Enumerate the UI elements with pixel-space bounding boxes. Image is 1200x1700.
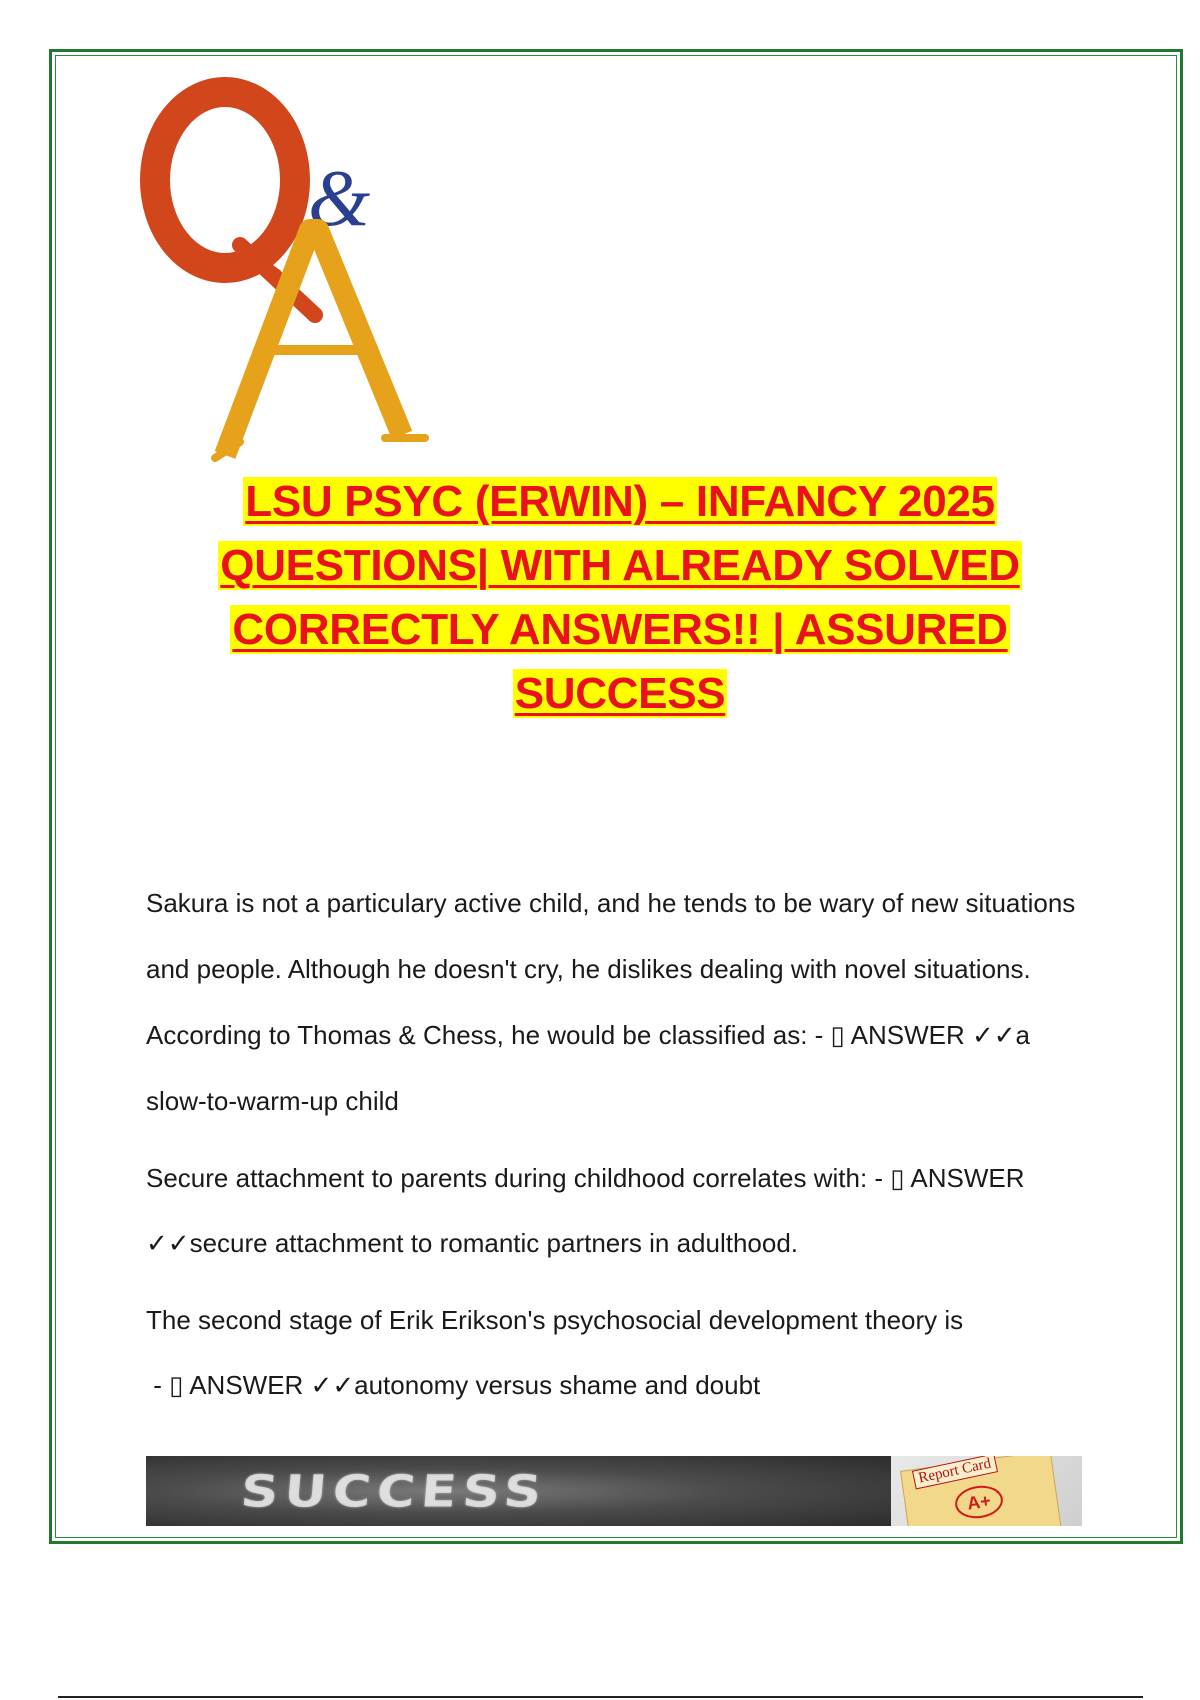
qa-logo (140, 70, 460, 470)
chalk-success-text: SUCCESS (238, 1466, 550, 1518)
document-title (140, 470, 1100, 726)
report-card-title: Report Card (912, 1456, 998, 1489)
answer-label: ANSWER ✓✓ (189, 1370, 355, 1400)
question-text: Secure attachment to parents during childhood correlates with: (146, 1163, 868, 1193)
title-line-4: SUCCESS (514, 669, 726, 718)
title-line-3: CORRECTLY ANSWERS!! | ASSURED (232, 605, 1008, 654)
answer-text: a slow-to-warm-up child (146, 1020, 1031, 1116)
footer-divider (58, 1696, 1143, 1698)
answer-label: ANSWER ✓✓ (850, 1020, 1016, 1050)
qa-item (146, 870, 1096, 1134)
question-text: Sakura is not a particulary active child, and he tends to be wary of new situations and people. Although he doesn't cry, he dislikes dealing with novel situations. According to Thomas & Chess, he would be classified as: (146, 888, 1076, 1050)
qa-item (146, 1146, 1096, 1276)
answer-separator: - ▯ (867, 1163, 911, 1193)
title-line-1: LSU PSYC (ERWIN) – INFANCY 2025 (245, 477, 995, 526)
answer-text: secure attachment to romantic partners in adulthood. (189, 1228, 799, 1258)
report-card-grade: A+ (953, 1483, 1005, 1521)
answer-text: autonomy versus shame and doubt (354, 1370, 761, 1400)
answer-separator: - ▯ (146, 1370, 190, 1400)
qa-list (146, 870, 1096, 1430)
answer-label: ANSWER ✓✓ (146, 1163, 1025, 1258)
logo-ampersand-glyph: & (308, 155, 371, 243)
success-banner-image (146, 1456, 1082, 1526)
title-line-2: QUESTIONS| WITH ALREADY SOLVED (220, 541, 1020, 590)
report-card-image (891, 1456, 1082, 1526)
chalkboard-image (146, 1456, 891, 1526)
qa-item (146, 1288, 1096, 1418)
answer-separator: - ▯ (807, 1020, 851, 1050)
question-text: The second stage of Erik Erikson's psychosocial development theory is (146, 1305, 964, 1335)
